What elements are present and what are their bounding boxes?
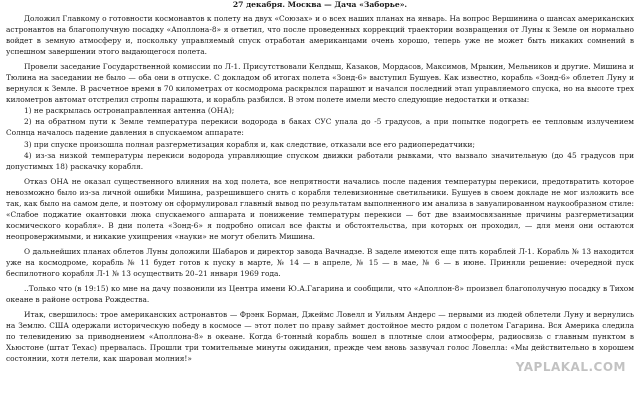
paragraph-state-commission: Провели заседание Государственной комиссии по Л-1. Присутствовали Келдыш, Казаков, Мордасов, Максимов, Мрыкин, Мельников и другие. Мишина и Тюлина на заседании не было — оба они в отпуске. С докладом об итогах полета «Зонд-6» выступил Бушуев. Как известно, корабль «Зонд-6» облетел Луну и вернулся к Земле. В расчетное время в 70 километрах от космодрома раскрылся парашют и начался последний этап управляемого спуска, но на высоте трех километров автомат отстрелил стропы парашюта, и корабль разбился. В этом полете имели место следующие недостатки и отказы:	[6, 62, 634, 105]
paragraph-apollo-landing: ..Только что (в 19:15) ко мне на дачу позвонили из Центра имени Ю.А.Гагарина и сообщили, что «Аполлон-8» произвел благополучную посадку в Тихом океане в районе острова Рождества.	[6, 284, 634, 305]
paragraph-failure-4: 4) из-за низкой температуры перекиси водорода управляющие спуском движки работали рывками, что вызвало значительную (до 45 градусов при допустимых 18) раскачку корабля.	[6, 150, 634, 171]
date-heading: 27 декабря. Москва — Дача «Заборье».	[232, 0, 408, 9]
paragraph-apollo-victory: Итак, свершилось: трое американских астронавтов — Фрэнк Борман, Джеймс Ловелл и Уильям Андерс — первыми из людей облетели Луну и вернулись на Землю. США одержали историческую победу в космосе — этот полет по праву займет достойное место рядом с полетом Гагарина. Вся Америка следила по телевидению за приводнением «Аполлона-8» в океане. Когда 6-тонный корабль вошел в плотные слои атмосферы, радиосвязь с главным пунктом в Хьюстоне (штат Техас) прервалась. Прошли три томительные минуты ожидания, прежде чем вновь зазвучал голос Ловелла: «Мы действительно в хорошем состоянии, хотя летели, как шаровая молния!»	[6, 310, 634, 364]
paragraph-failure-2: 2) на обратном пути к Земле температура перекиси водорода в баках СУС упала до -5 градусов, а при попытке подогреть ее тепловым излучением Солнца началось падение давления в спускаемом аппарате:	[6, 117, 634, 138]
paragraph-future-plans: О дальнейших планах облетов Луны доложили Шабаров и директор завода Вачнадзе. В заделе имеются еще пять кораблей Л-1. Корабль № 13 находится уже на космодроме, корабль № 11 будет готов к пуску в марте, № 14 — в апреле, № 15 — в мае, № 6 — в июне. Приняли решение: очередной пуск беспилотного корабля Л-1 № 13 осуществить 20–21 января 1969 года.	[6, 246, 634, 279]
paragraph-report-to-commander: Доложил Главкому о готовности космонавтов к полету на двух «Союзах» и о всех наших планах на январь. На вопрос Вершинина о шансах американских астронавтов на благополучную посадку «Аполлона-8» я ответил, что после проведенных коррекций траектории возвращения от Луны к Земле он нормально войдет в земную атмосферу и, поскольку управляемый спуск отработан американцами очень хорошо, теперь уже не может быть никаких сомнений в успешном завершении этого выдающегося полета.	[6, 14, 634, 57]
document-page	[6, 0, 634, 368]
paragraph-failure-3: 3) при спуске произошла полная разгерметизация корабля и, как следствие, отказали все его радиопередатчики;	[24, 139, 475, 149]
paragraph-antenna-analysis: Отказ ОНА не оказал существенного влияния на ход полета, все непрятности начались после падения температуры перекиси, предотвратить которое невозможно было из-за личной ошибки Мишина, разрешившего снять с корабля телевизионные светильники. Бушуев в своем докладе не мог изложить все так, как было на самом деле, и поэтому он сформулировал главный вывод по результатам выполненного им анализа в завуалированном наукообразном стиле: «Слабое поджатие окантовки люка спускаемого аппарата и понижение температуры перекиси — бот две взаимосвязанные причины разгерметизации космического корабля». В дни полета «Зонд-6» я подробно описал все факты и обстоятельства, при которых он проходил, — для меня они остаются неопровержимыми, и никакие ухищрения «науки» не могут обелить Мишина.	[6, 176, 634, 241]
site-watermark: YAPLAKAL.COM	[515, 360, 626, 374]
paragraph-failure-1: 1) не раскрылась остронаправленная антенна (ОНА);	[24, 106, 235, 116]
